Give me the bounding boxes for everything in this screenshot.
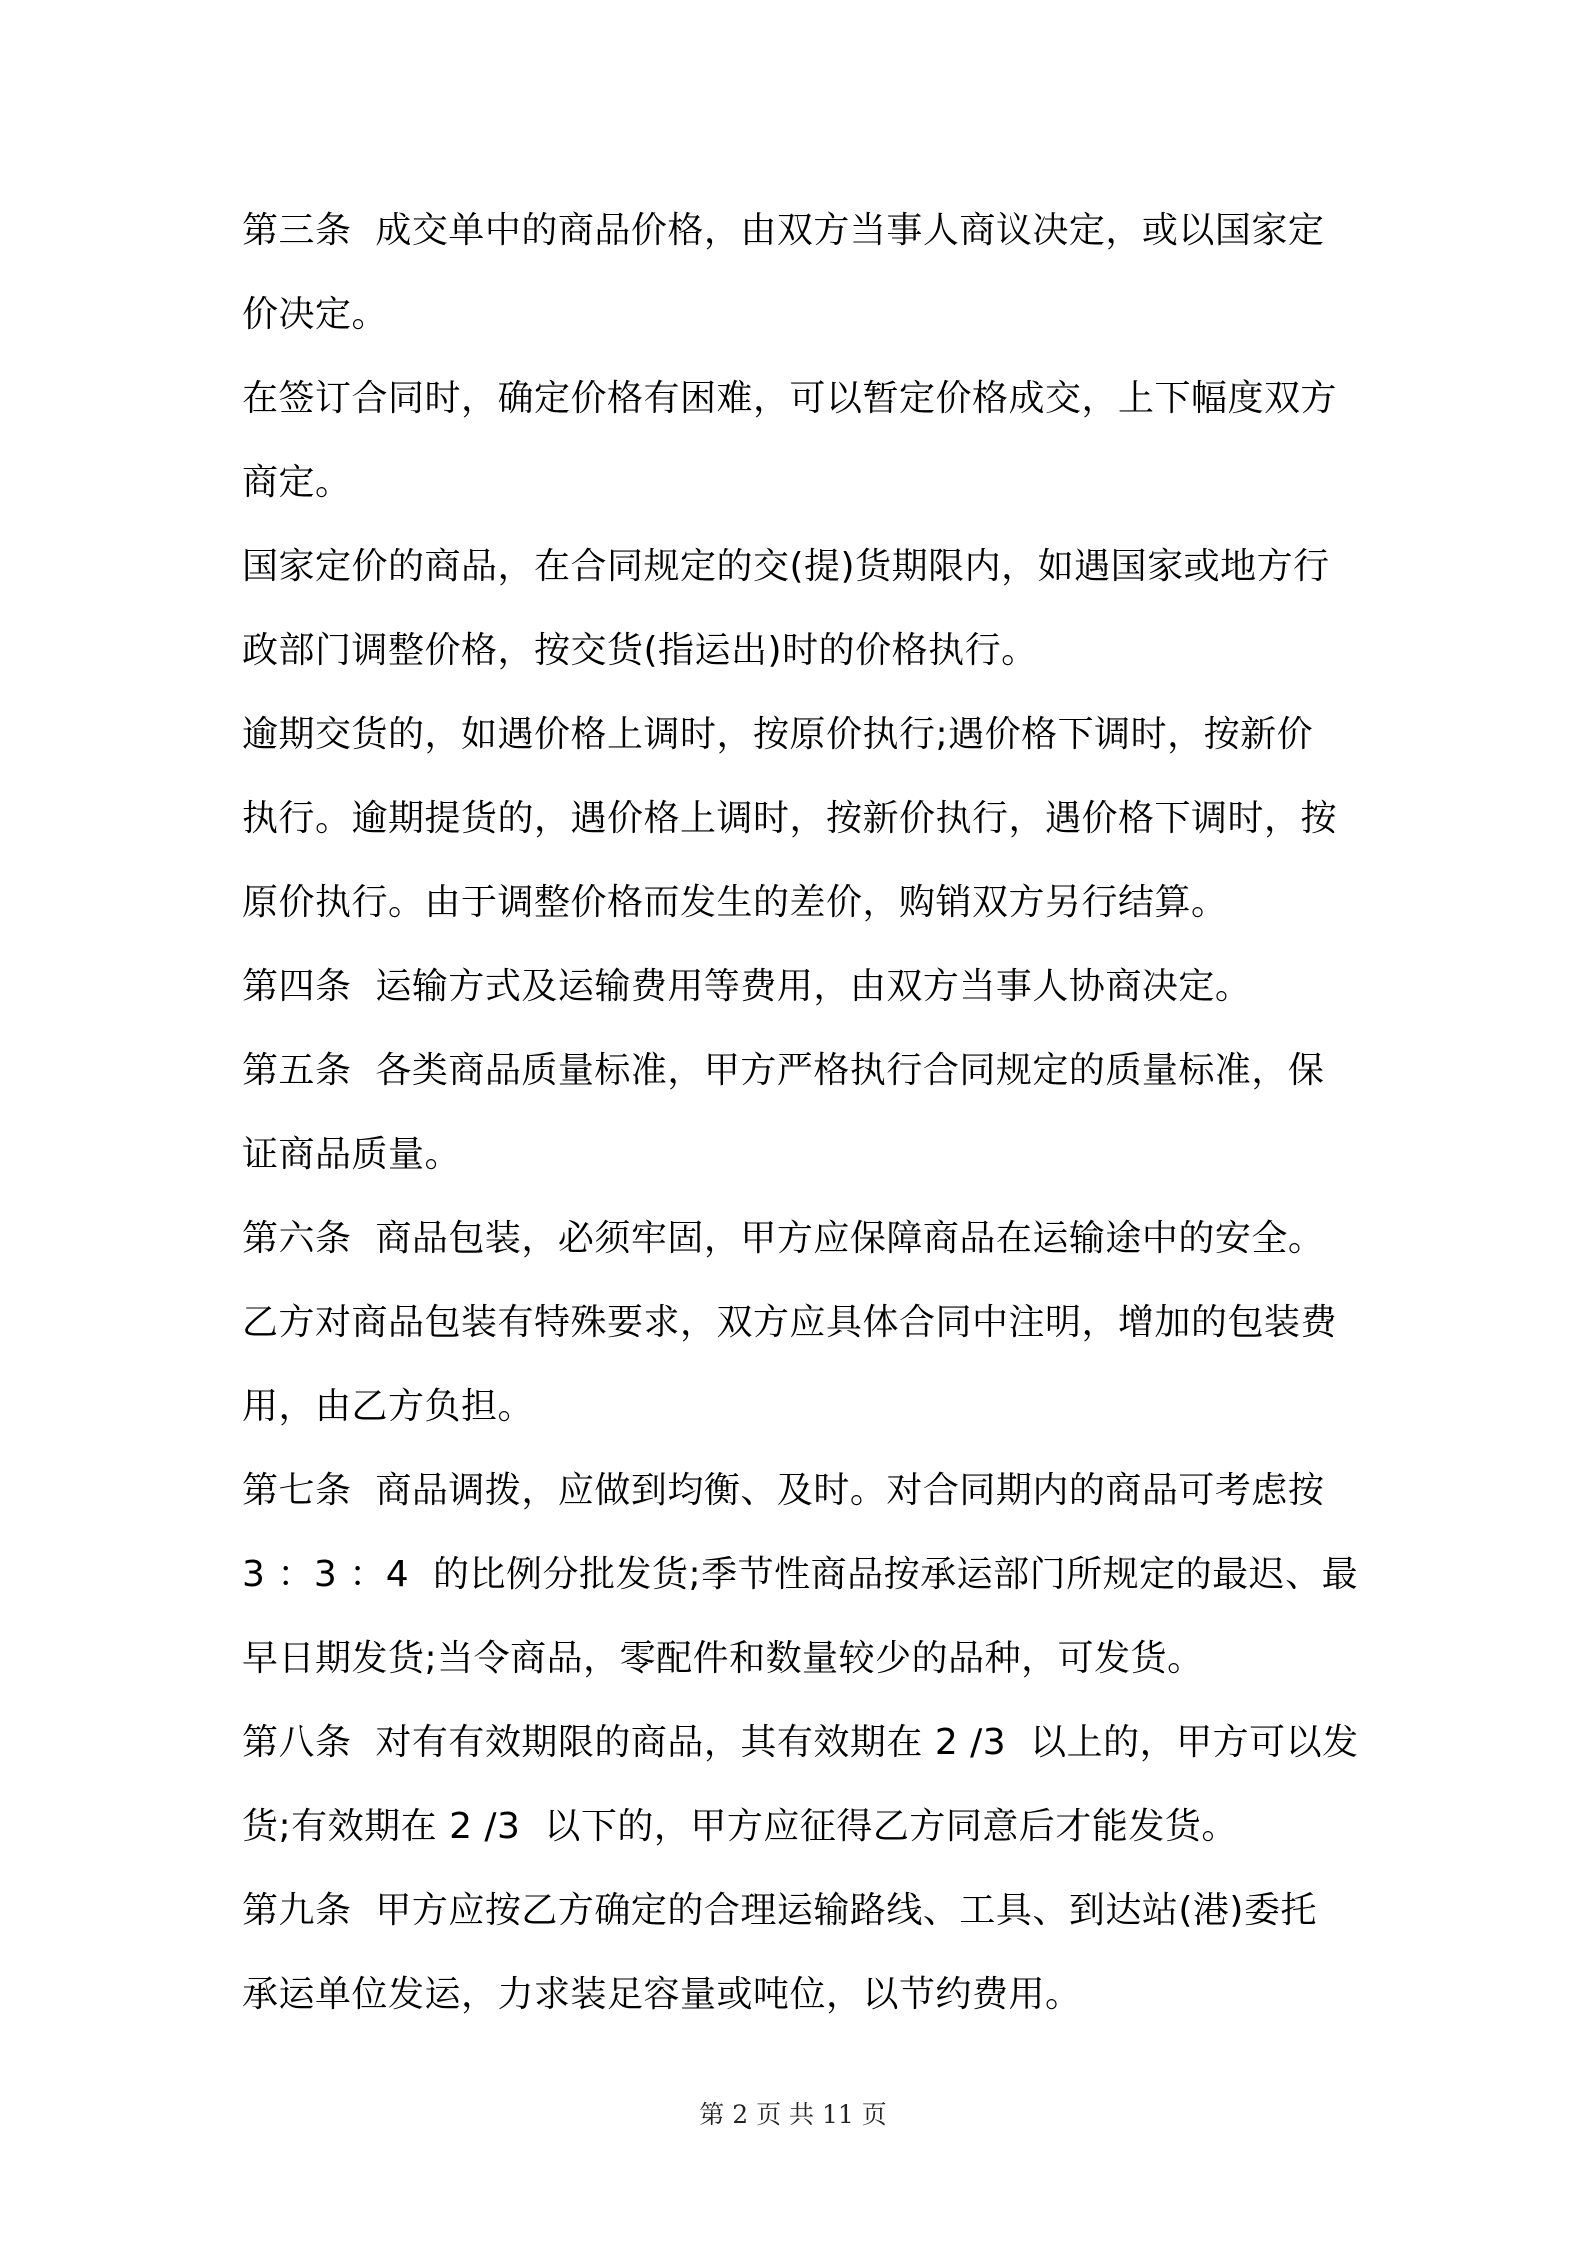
page-number-footer: 第 2 页 共 11 页 xyxy=(699,2100,887,2129)
text-line: 原价执行。由于调整价格而发生的差价，购销双方另行结算。 xyxy=(242,882,1228,923)
text-line: 用，由乙方负担。 xyxy=(242,1386,535,1427)
text-line: 第七条 商品调拨，应做到均衡、及时。对合同期内的商品可考虑按 xyxy=(242,1470,1325,1511)
text-line: 早日期发货;当令商品，零配件和数量较少的品种，可发货。 xyxy=(242,1638,1204,1679)
paragraph-article-4 xyxy=(242,945,1382,1029)
text-line: 商定。 xyxy=(242,462,352,503)
text-line: 执行。逾期提货的，遇价格上调时，按新价执行，遇价格下调时，按 xyxy=(242,798,1338,839)
text-line: 第五条 各类商品质量标准，甲方严格执行合同规定的质量标准，保 xyxy=(242,1050,1325,1091)
paragraph-article-7 xyxy=(242,1449,1382,1701)
text-line: 承运单位发运，力求装足容量或吨位，以节约费用。 xyxy=(242,1974,1082,2015)
text-line: 国家定价的商品，在合同规定的交(提)货期限内，如遇国家或地方行 xyxy=(242,546,1330,587)
paragraph xyxy=(242,357,1382,525)
text-line: 证商品质量。 xyxy=(242,1134,462,1175)
text-line: 乙方对商品包装有特殊要求，双方应具体合同中注明，增加的包装费 xyxy=(242,1302,1338,1343)
paragraph xyxy=(242,1281,1382,1449)
text-line: 第八条 对有有效期限的商品，其有效期在 2 /3 以上的，甲方可以发 xyxy=(242,1722,1359,1763)
text-line: 政部门调整价格，按交货(指运出)时的价格执行。 xyxy=(242,630,1038,671)
paragraph-article-6 xyxy=(242,1197,1382,1281)
text-line: 价决定。 xyxy=(242,294,389,335)
text-line: 第四条 运输方式及运输费用等费用，由双方当事人协商决定。 xyxy=(242,966,1252,1007)
text-line: 3 ：3 ：4 的比例分批发货;季节性商品按承运部门所规定的最迟、最 xyxy=(242,1554,1359,1595)
paragraph-article-8 xyxy=(242,1701,1382,1869)
text-line: 第六条 商品包装，必须牢固，甲方应保障商品在运输途中的安全。 xyxy=(242,1218,1325,1259)
text-line: 第三条 成交单中的商品价格，由双方当事人商议决定，或以国家定 xyxy=(242,210,1325,251)
text-line: 在签订合同时，确定价格有困难，可以暂定价格成交，上下幅度双方 xyxy=(242,378,1338,419)
text-line: 货;有效期在 2 /3 以下的，甲方应征得乙方同意后才能发货。 xyxy=(242,1806,1238,1847)
document-body xyxy=(242,189,1382,2037)
paragraph xyxy=(242,525,1382,693)
paragraph xyxy=(242,693,1382,945)
paragraph-article-5 xyxy=(242,1029,1382,1197)
text-line: 第九条 甲方应按乙方确定的合理运输路线、工具、到达站(港)委托 xyxy=(242,1890,1317,1931)
paragraph-article-9 xyxy=(242,1869,1382,2037)
text-line: 逾期交货的，如遇价格上调时，按原价执行;遇价格下调时，按新价 xyxy=(242,714,1314,755)
paragraph-article-3 xyxy=(242,189,1382,357)
